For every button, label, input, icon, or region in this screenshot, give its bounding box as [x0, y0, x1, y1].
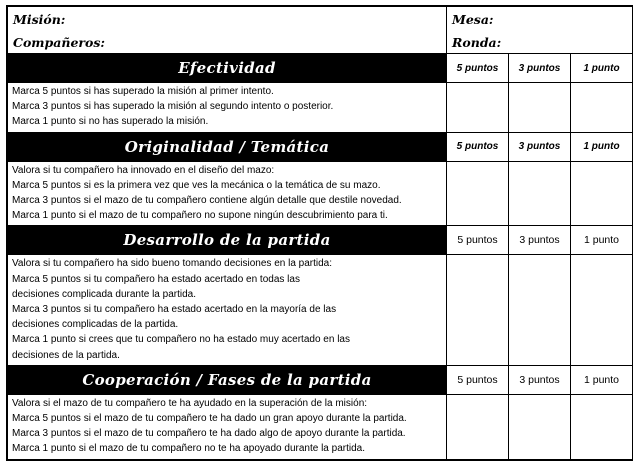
description-line: decisiones complicada durante la partida. — [12, 288, 196, 300]
header-row — [8, 7, 633, 54]
score-cell-1[interactable] — [571, 394, 633, 459]
description-line: Marca 3 puntos si has superado la misión al segundo intento o posterior. — [12, 101, 334, 113]
mesa-ronda-cell[interactable] — [447, 7, 633, 54]
score-cell-5[interactable] — [447, 161, 509, 226]
description-line: decisiones de la partida. — [12, 349, 120, 361]
section-header-cooperacion — [8, 365, 633, 394]
column-5-puntos: 5 puntos — [447, 365, 509, 394]
column-3-puntos: 3 puntos — [509, 365, 571, 394]
column-1-punto: 1 punto — [571, 54, 633, 83]
column-5-puntos: 5 puntos — [447, 132, 509, 161]
column-5-puntos: 5 puntos — [447, 226, 509, 255]
description-line: Marca 1 punto si el mazo de tu compañero no supone ningún descubrimiento para ti. — [12, 210, 388, 222]
description-line: Marca 3 puntos si tu compañero ha estado acertado en la mayoría de las — [12, 304, 337, 316]
companeros-label: Compañeros: — [13, 35, 105, 50]
score-cell-3[interactable] — [509, 255, 571, 365]
description-line: Marca 1 punto si no has superado la misión. — [12, 116, 209, 128]
score-cell-3[interactable] — [509, 83, 571, 133]
column-1-punto: 1 punto — [571, 365, 633, 394]
evaluation-sheet — [6, 5, 633, 461]
column-5-puntos: 5 puntos — [447, 54, 509, 83]
section-header-desarrollo — [8, 226, 633, 255]
description-line: Marca 5 puntos si tu compañero ha estado acertado en todas las — [12, 273, 300, 285]
ronda-label: Ronda: — [452, 35, 502, 50]
section-header-originalidad — [8, 132, 633, 161]
section-description — [8, 394, 447, 459]
column-3-puntos: 3 puntos — [509, 226, 571, 255]
description-line: Valora si tu compañero ha innovado en el diseño del mazo: — [12, 164, 275, 176]
description-line: Marca 1 punto si crees que tu compañero no ha estado muy acertado en las — [12, 334, 350, 346]
mision-label: Misión: — [13, 12, 66, 27]
description-line: Marca 3 puntos si el mazo de tu compañero contiene algún detalle que destile novedad. — [12, 195, 402, 207]
section-body-cooperacion — [8, 394, 633, 459]
description-line: Valora si el mazo de tu compañero te ha ayudado en la superación de la misión: — [12, 397, 368, 409]
section-title: Desarrollo de la partida — [8, 226, 447, 255]
score-cell-3[interactable] — [509, 394, 571, 459]
score-cell-1[interactable] — [571, 161, 633, 226]
section-title: Originalidad / Temática — [8, 132, 447, 161]
description-line: decisiones complicadas de la partida. — [12, 319, 179, 331]
score-cell-3[interactable] — [509, 161, 571, 226]
section-header-efectividad — [8, 54, 633, 83]
description-line: Valora si tu compañero ha sido bueno tomando decisiones en la partida: — [12, 258, 333, 270]
section-body-desarrollo — [8, 255, 633, 365]
evaluation-table — [7, 6, 633, 460]
section-description — [8, 161, 447, 226]
score-cell-5[interactable] — [447, 394, 509, 459]
section-title: Cooperación / Fases de la partida — [8, 365, 447, 394]
column-3-puntos: 3 puntos — [509, 132, 571, 161]
score-cell-1[interactable] — [571, 255, 633, 365]
description-line: Marca 5 puntos si es la primera vez que ves la mecánica o la temática de su mazo. — [12, 179, 381, 191]
mesa-label: Mesa: — [452, 12, 494, 27]
column-1-punto: 1 punto — [571, 226, 633, 255]
section-body-originalidad — [8, 161, 633, 226]
score-cell-1[interactable] — [571, 83, 633, 133]
score-cell-5[interactable] — [447, 255, 509, 365]
description-line: Marca 3 puntos si el mazo de tu compañero te ha dado algo de apoyo durante la partida. — [12, 428, 406, 440]
section-body-efectividad — [8, 83, 633, 133]
section-description — [8, 83, 447, 133]
section-title: Efectividad — [8, 54, 447, 83]
description-line: Marca 5 puntos si el mazo de tu compañero te ha dado un gran apoyo durante la partida. — [12, 413, 407, 425]
score-cell-5[interactable] — [447, 83, 509, 133]
mision-companeros-cell[interactable] — [8, 7, 447, 54]
section-description — [8, 255, 447, 365]
column-1-punto: 1 punto — [571, 132, 633, 161]
description-line: Marca 1 punto si el mazo de tu compañero no te ha apoyado durante la partida. — [12, 443, 366, 455]
description-line: Marca 5 puntos si has superado la misión al primer intento. — [12, 86, 274, 97]
column-3-puntos: 3 puntos — [509, 54, 571, 83]
